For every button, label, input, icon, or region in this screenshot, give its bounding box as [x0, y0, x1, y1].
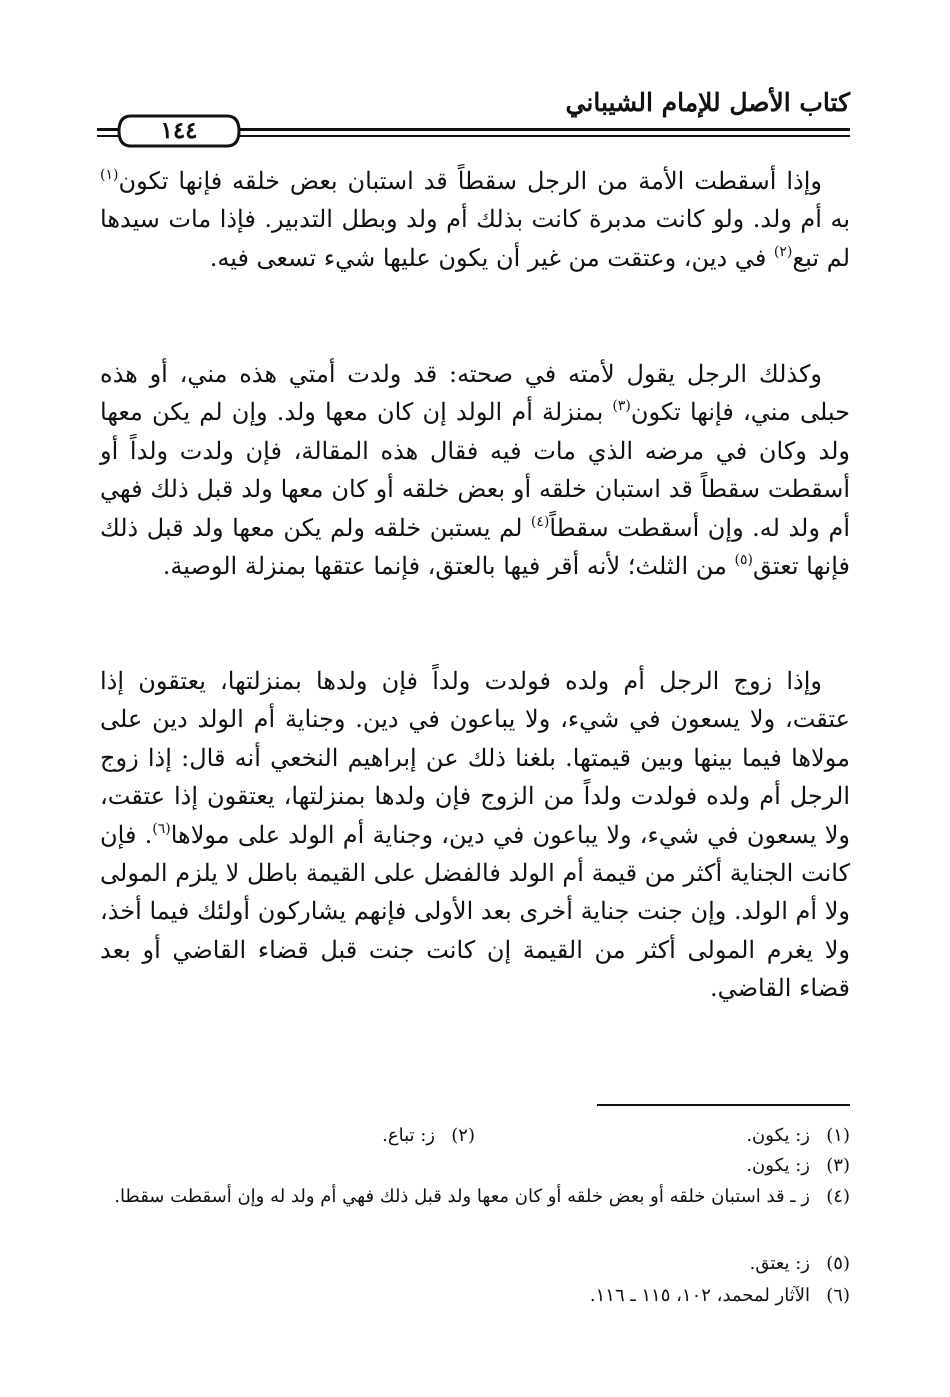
footnote-number: (١)	[826, 1125, 850, 1146]
footnote-4	[100, 1181, 850, 1213]
footnote-ref-1: (١)	[100, 167, 119, 183]
footnote-ref-6: (٦)	[152, 820, 171, 837]
footnote-6	[590, 1280, 850, 1312]
footnote-ref-3: (٣)	[612, 398, 631, 415]
footnote-number: (٦)	[826, 1285, 850, 1306]
text-run: لم يستبن خلقه ولم يكن معها ولد قبل ذلك فإنها تعتق	[100, 513, 850, 581]
footnote-number: (٣)	[826, 1155, 850, 1176]
text-run: به أم ولد. ولو كانت مدبرة كانت بذلك أم ولد وبطل التدبير. فإذا مات سيدها لم تبع	[100, 205, 850, 272]
text-run: بمنزلة أم الولد إن كان معها ولد. وإن لم يكن معها ولد وكان في مرضه الذي مات فيه فقال هذه المقالة، فإن ولدت ولداً أو أسقطت سقطاً قد استبان خلقه أو بعض خلقه أو كان معها ولد قبل ذلك فهي أم ولد له. وإن أسقطت سقطاً	[100, 398, 850, 542]
page-number: ١٤٤	[160, 117, 198, 144]
footnote-text: ز: يعتق.	[749, 1253, 810, 1274]
footnote-3	[746, 1150, 850, 1182]
text-run: وكذلك الرجل يقول لأمته في صحته: قد ولدت أمتي هذه مني، أو هذه حبلى مني، فإنها تكون	[100, 360, 850, 427]
footnote-number: (٢)	[451, 1125, 475, 1146]
footnote-number: (٤)	[826, 1186, 850, 1207]
footnote-number: (٥)	[826, 1253, 850, 1274]
book-title: كتاب الأصل للإمام الشيباني	[565, 88, 850, 117]
footnote-5	[750, 1248, 850, 1280]
text-run: وإذا أسقطت الأمة من الرجل سقطاً قد استبان بعض خلقه فإنها تكون	[118, 167, 822, 195]
footnote-text: ز: يكون.	[746, 1155, 810, 1176]
text-run: في دين، وعتقت من غير أن يكون عليها شيء تسعى فيه.	[209, 243, 774, 272]
text-run: . فإن كانت الجناية أكثر من قيمة أم الولد فالفضل على القيمة باطل لا يلزم المولى ولا أم الولد. وإن جنت جناية أخرى بعد الأولى فإنهم يشاركون أولئك فيما أخذ، ولا يغرم المولى أكثر من القيمة إن كانت جنت قبل قضاء القاضي أو بعد قضاء القاضي.	[100, 820, 850, 1003]
footnote-ref-5: (٥)	[734, 552, 754, 569]
footnote-2	[382, 1120, 475, 1152]
footnote-ref-2: (٢)	[773, 243, 793, 260]
footnote-text: الآثار لمحمد، ١٠٢، ١١٥ ـ ١١٦.	[589, 1285, 810, 1306]
footnote-1	[746, 1120, 850, 1152]
footnote-text: ز: تباع.	[382, 1125, 435, 1146]
paragraph-3	[100, 662, 850, 1008]
page-header	[97, 80, 850, 150]
paragraph-2	[100, 355, 850, 585]
footnote-text: ز: يكون.	[746, 1125, 810, 1146]
page-number-badge	[117, 114, 241, 148]
text-run: وإذا زوج الرجل أم ولده فولدت ولداً فإن ولدها بمنزلتها، يعتقون إذا عتقت، ولا يسعون في شيء، ولا يباعون في دين. وجناية أم الولد دين على مولاها فيما بينها وبين قيمتها. بلغنا ذلك عن إبراهيم النخعي أنه قال: إذا زوج الرجل أم ولده فولدت ولداً من الزوج فإن ولدها بمنزلتها، يعتقون إذا عتقت، ولا يسعون في شيء، ولا يباعون في دين، وجناية أم الولد على مولاها	[100, 667, 851, 849]
footnote-separator	[597, 1104, 850, 1106]
text-run: من الثلث؛ لأنه أقر فيها بالعتق، فإنما عتقها بمنزلة الوصية.	[162, 552, 735, 581]
paragraph-1	[100, 162, 850, 277]
footnote-ref-4: (٤)	[530, 513, 550, 530]
footnote-text: ز ـ قد استبان خلقه أو بعض خلقه أو كان معها ولد قبل ذلك فهي أم ولد له وإن أسقطت سقطا.	[114, 1186, 810, 1207]
